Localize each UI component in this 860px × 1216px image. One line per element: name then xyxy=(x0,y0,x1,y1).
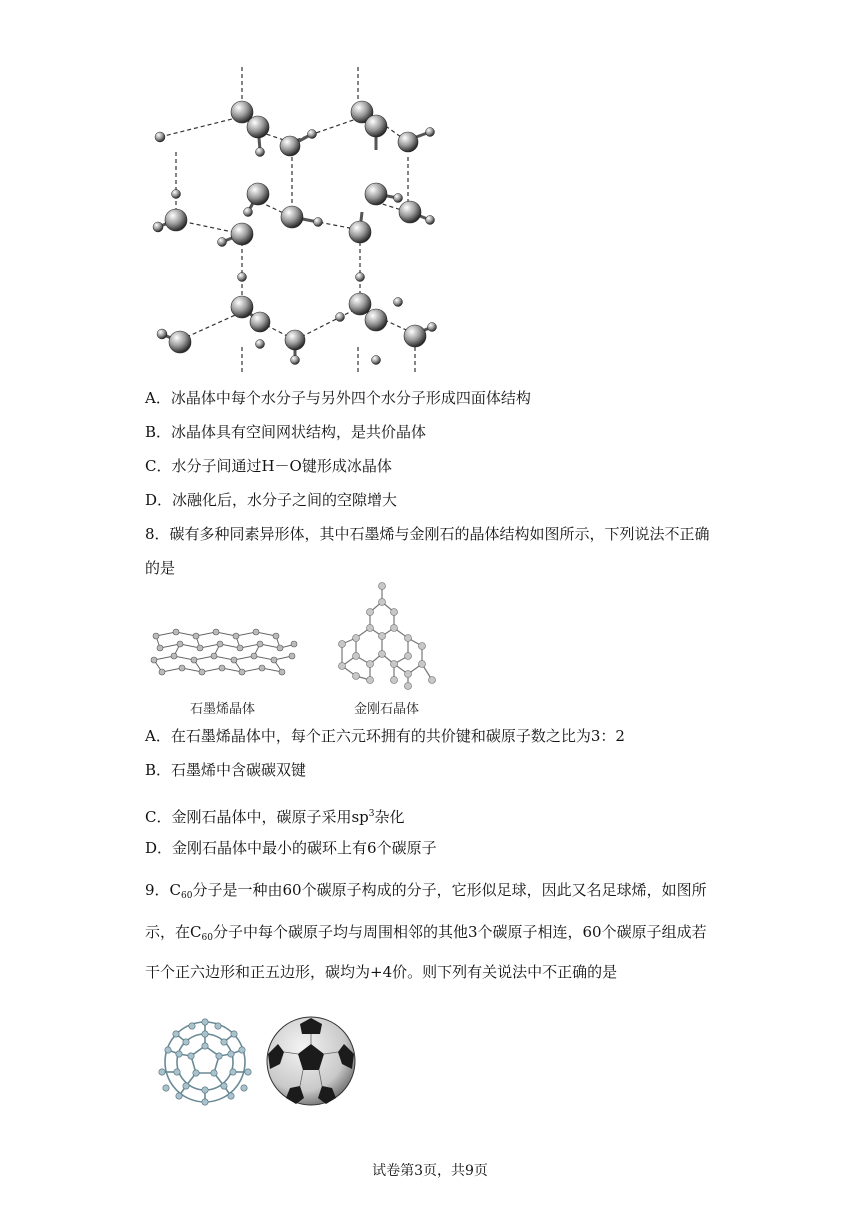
q7-option-a: A．冰晶体中每个水分子与另外四个水分子形成四面体结构 xyxy=(145,389,531,407)
graphene-figure xyxy=(148,626,298,688)
q9-stem-line2 xyxy=(145,922,707,948)
q7-option-d: D．冰融化后，水分子之间的空隙增大 xyxy=(145,491,398,509)
q9-line2-post: 分子中每个碳原子均与周围相邻的其他3个碳原子相连，60个碳原子组成若 xyxy=(212,923,707,941)
q9-line1-pre: 9．C xyxy=(145,881,182,899)
q8-option-b: B．石墨烯中含碳碳双键 xyxy=(145,761,307,779)
q8-stem-line2: 的是 xyxy=(145,559,176,577)
q8-option-c-tail: 杂化 xyxy=(374,808,405,826)
soccer-ball-figure xyxy=(264,1014,358,1108)
q8-option-a: A．在石墨烯晶体中，每个正六元环拥有的共价键和碳原子数之比为3：2 xyxy=(145,727,625,745)
q9-stem-line3: 干个正六边形和正五边形，碳均为+4价。则下列有关说法中不正确的是 xyxy=(145,963,618,981)
caption-diamond: 金刚石晶体 xyxy=(354,702,420,717)
c60-molecule-figure xyxy=(156,1016,254,1108)
ice-crystal-figure xyxy=(140,62,450,380)
q9-line1-post: 分子是一种由60个碳原子构成的分子，它形似足球，因此又名足球烯，如图所 xyxy=(192,881,707,899)
q8-option-d: D．金刚石晶体中最小的碳环上有6个碳原子 xyxy=(145,839,437,857)
q9-stem-line1 xyxy=(145,880,707,906)
q9-line2-pre: 示，在C xyxy=(145,923,202,941)
diamond-figure xyxy=(322,580,447,692)
q7-option-b: B．冰晶体具有空间网状结构，是共价晶体 xyxy=(145,423,427,441)
q8-option-c-sup: 3 xyxy=(368,809,375,819)
q8-stem-line1: 8．碳有多种同素异形体，其中石墨烯与金刚石的晶体结构如图所示，下列说法不正确 xyxy=(145,525,710,543)
page-footer: 试卷第3页，共9页 xyxy=(372,1163,488,1179)
q9-line2-sub: 60 xyxy=(201,933,213,943)
caption-graphene: 石墨烯晶体 xyxy=(190,702,256,717)
q8-option-c xyxy=(145,804,405,827)
q7-option-c: C．水分子间通过H－O键形成冰晶体 xyxy=(145,457,392,475)
q9-line1-sub: 60 xyxy=(181,891,193,901)
q8-option-c-text: C．金刚石晶体中，碳原子采用sp xyxy=(145,808,369,826)
